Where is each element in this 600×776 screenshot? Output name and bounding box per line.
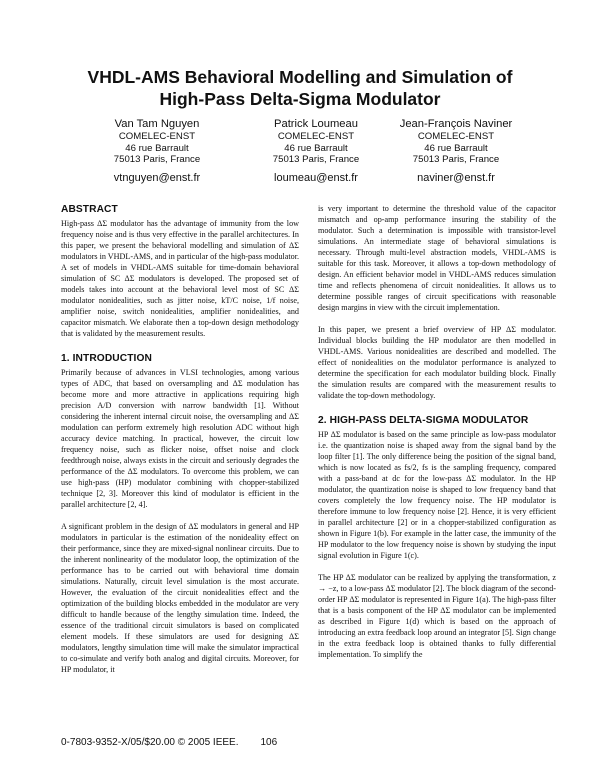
author-street: 46 rue Barrault xyxy=(125,142,189,154)
right-column xyxy=(318,203,556,711)
author-affiliation: COMELEC-ENST xyxy=(118,131,196,142)
page-number: 106 xyxy=(260,737,278,748)
author-email: naviner@enst.fr xyxy=(417,171,495,184)
author-1 xyxy=(72,118,242,184)
page-footer xyxy=(61,737,461,748)
author-city: 75013 Paris, France xyxy=(113,154,201,165)
left-column xyxy=(61,203,299,711)
section-2-paragraph-1: HP ΔΣ modulator is based on the same principle as low-pass modulator i.e. the quantization noise is shaped away from the signal band by the loop filter [1]. The only difference being the position of the signal band, which is now located as fs/2, fs is the sampling frequency, compared with a pass-band at dc for the low-pass ΔΣ modulator. In the HP modulator, the quantization noise is shaped to low frequency band that covers completely the low frequency noise. The HP modulator is therefore immune to low frequency noise [2]. Hence, it is very efficient in parallel architecture [2] or in a chopper-stabilized configuration as shown in Figure 1(b). For example in the latter case, the immunity of the HP modulator to the low frequency noise is shown by studying the input signal evolution in Figure 1(c). xyxy=(318,430,556,560)
intro-paragraph-3: is very important to determine the threshold value of the capacitor mismatch and op-amp performance insuring the stability of the modulator. Such a determination is impossible with transistor-level simulations. An intermediate stage of behavioral simulations is necessary. Through multi-level abstraction models, VHDL-AMS is suitable for this task. Moreover, it allows a top-down methodology of design. An efficient behavior model in VHDL-AMS reduces simulation time and reflects phenomena of circuit nonidealities. It allows us to determine possible ranges of circuit specifications with reasonable design margins in view with the circuit implementation. xyxy=(318,204,556,312)
intro-paragraph-1: Primarily because of advances in VLSI technologies, among various types of ADC, that based on oversampling and ΔΣ modulation has become more and more attractive in applications requiring high precision A/D conversion with narrow bandwidth [1]. Without considering the inherent internal circuit noise, the oversampling and ΔΣ modulation can perform extremely high resolution ADC without high accuracy device matching. In practical, however, the circuit low frequency noise, such as flicker noise, offset noise and clock feedthrough noise, always exists in the circuit and seriously degrades the performance of the ΔΣ modulators. To overcome this problem, we can use high-pass (HP) modulator combining with chopper-stabilized technique [2, 3]. Moreover this kind of modulator is efficient in the parallel architecture [2, 4]. xyxy=(61,368,299,509)
author-block xyxy=(0,118,600,182)
intro-paragraph-4: In this paper, we present a brief overview of HP ΔΣ modulator. Individual blocks building the HP modulator are then modelled in VHDL-AMS. Various nonidealities are described and modelled. The effect of nonidealities on the modulator performance is analyzed to determine the specification for each modulator building block. Finally the simulation results are compared with the measurement results to validate the top-down methodology. xyxy=(318,325,556,400)
author-affiliation: COMELEC-ENST xyxy=(277,131,355,142)
intro-paragraph-2: A significant problem in the design of ΔΣ modulators in general and HP modulators in particular is the estimation of the nonideality effect on their performance, since they are mixed-signal nonlinear circuits. Due to the inherent nonlinearity of the modulator loop, the optimization of the performance has to be carried out with behavioral time domain simulations. Naturally, circuit level simulation is the most accurate. However, the evaluation of the circuit nonidealities effect and the optimization of the building blocks embedded in the modulator are very difficult to handle because of the lengthy simulation time. Indeed, the essence of the traditional circuit simulators is based on complicated element models. If these simulators are used for designing ΔΣ modulators, lengthy simulation time will make the simulator impractical to co-simulate and verify both analog and digital circuits. Moreover, for HP modulator, it xyxy=(61,522,299,674)
author-email: vtnguyen@enst.fr xyxy=(113,171,201,184)
copyright-isbn: 0-7803-9352-X/05/$20.00 © 2005 IEEE. xyxy=(61,737,239,748)
author-street: 46 rue Barrault xyxy=(284,142,348,154)
paper-title xyxy=(40,66,560,110)
author-name: Jean-François Naviner xyxy=(399,118,513,130)
author-3 xyxy=(371,118,541,184)
abstract-text: High-pass ΔΣ modulator has the advantage of immunity from the low frequency noise and is thus very effective in the parallel architectures. In this paper, we present the behavioral modelling and simulation of ΔΣ modulators in VHDL-AMS, and in particular of the high-pass modulator. A set of models in VHDL-AMS suitable for time-domain behavioral simulation of SC ΔΣ modulators is developed. The proposed set of models takes into account at the behavioral level most of SC ΔΣ modulator nonidealities, such as jitter noise, kT/C noise, 1/f noise, amplifier noise, switch nonidealities, amplifier nonidealities, and capacitor mismatch. We elaborate then a top-down design methodology that is validated by the measurement results. xyxy=(61,219,299,338)
author-street: 46 rue Barrault xyxy=(424,142,488,154)
title-line-2: High-Pass Delta-Sigma Modulator xyxy=(159,89,441,109)
author-name: Van Tam Nguyen xyxy=(114,118,200,130)
author-name: Patrick Loumeau xyxy=(274,118,358,130)
author-email: loumeau@enst.fr xyxy=(274,171,358,184)
author-city: 75013 Paris, France xyxy=(272,154,360,165)
section-2-paragraph-2: The HP ΔΣ modulator can be realized by applying the transformation, z → −z, to a low-pass ΔΣ modulator [2]. The block diagram of the second-order HP ΔΣ modulator is represented in Figure 1(a). The high-pass filter that is a basis component of the HP ΔΣ modulator can be implemented as described in Figure 1(d) which is based on the approach of introducing an extra feedback loop around an integrator [5]. Sign change in the extra feedback loop is obtained thanks to fully differential implementation. To simplify the xyxy=(318,573,556,659)
author-city: 75013 Paris, France xyxy=(412,154,500,165)
author-affiliation: COMELEC-ENST xyxy=(417,131,495,142)
intro-heading: 1. INTRODUCTION xyxy=(61,353,152,364)
section-2-heading: 2. HIGH-PASS DELTA-SIGMA MODULATOR xyxy=(318,415,529,426)
abstract-heading: ABSTRACT xyxy=(61,204,118,215)
title-line-1: VHDL-AMS Behavioral Modelling and Simulation of xyxy=(87,67,513,87)
